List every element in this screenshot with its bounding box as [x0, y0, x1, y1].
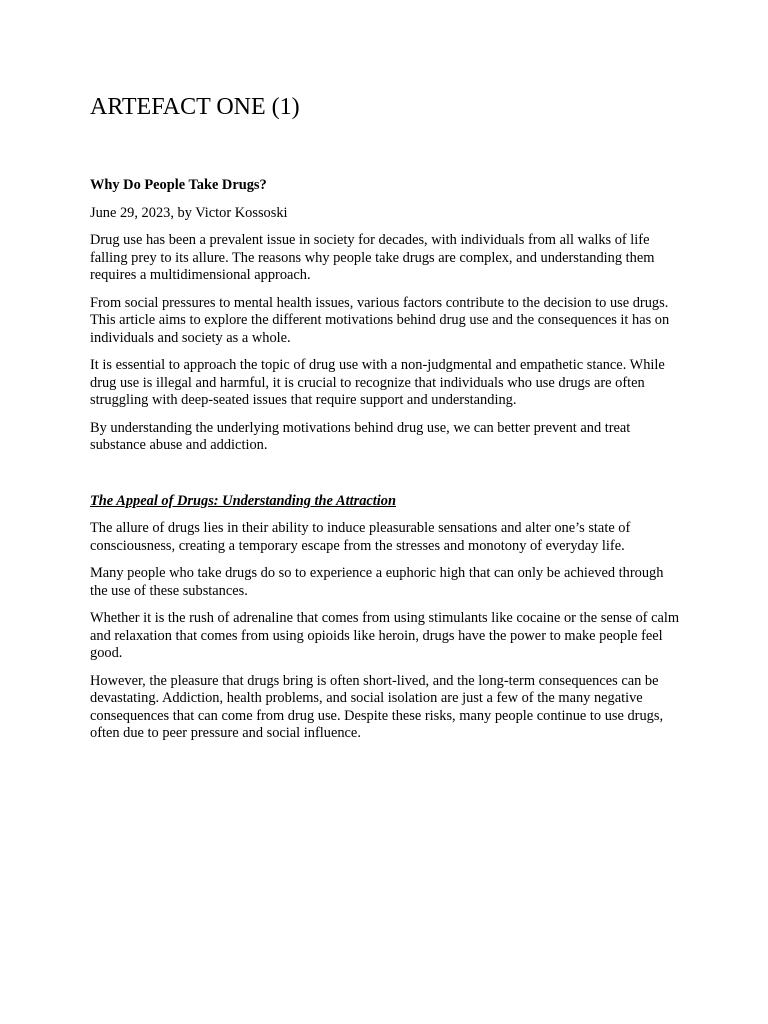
article-body: [90, 177, 680, 753]
section-heading: The Appeal of Drugs: Understanding the Attraction: [90, 492, 396, 509]
intro-paragraph: Drug use has been a prevalent issue in society for decades, with individuals from all walks of life falling prey to its allure. The reasons why people take drugs are complex, and understanding them requires a multidimensional approach.: [90, 232, 655, 283]
section-paragraph: Many people who take drugs do so to experience a euphoric high that can only be achieved through the use of these substances.: [90, 565, 664, 599]
intro-paragraph: From social pressures to mental health issues, various factors contribute to the decision to use drugs. This article aims to explore the different motivations behind drug use and the consequences it has on individuals and society as a whole.: [90, 294, 670, 346]
section-paragraph: Whether it is the rush of adrenaline that comes from using stimulants like cocaine or the sense of calm and relaxation that comes from using opioids like heroin, drugs have the power to make people feel good.: [90, 610, 680, 661]
section-paragraph: The allure of drugs lies in their ability to induce pleasurable sensations and alter one’s state of consciousness, creating a temporary escape from the stresses and monotony of everyday life.: [90, 520, 631, 554]
article-heading: Why Do People Take Drugs?: [90, 177, 267, 193]
article-byline: June 29, 2023, by Victor Kossoski: [90, 204, 288, 221]
intro-paragraph: By understanding the underlying motivations behind drug use, we can better prevent and treat substance abuse and addiction.: [90, 419, 631, 453]
section-paragraph: However, the pleasure that drugs bring is often short-lived, and the long-term consequences can be devastating. Addiction, health problems, and social isolation are just a few of the many negative consequences that can come from drug use. Despite these risks, many people continue to use drugs, often due to peer pressure and social influence.: [90, 672, 664, 741]
document-title: ARTEFACT ONE (1): [90, 94, 300, 120]
intro-paragraph: It is essential to approach the topic of drug use with a non-judgmental and empathetic stance. While drug use is illegal and harmful, it is crucial to recognize that individuals who use drugs are often struggling with deep-seated issues that require support and understanding.: [90, 357, 665, 408]
